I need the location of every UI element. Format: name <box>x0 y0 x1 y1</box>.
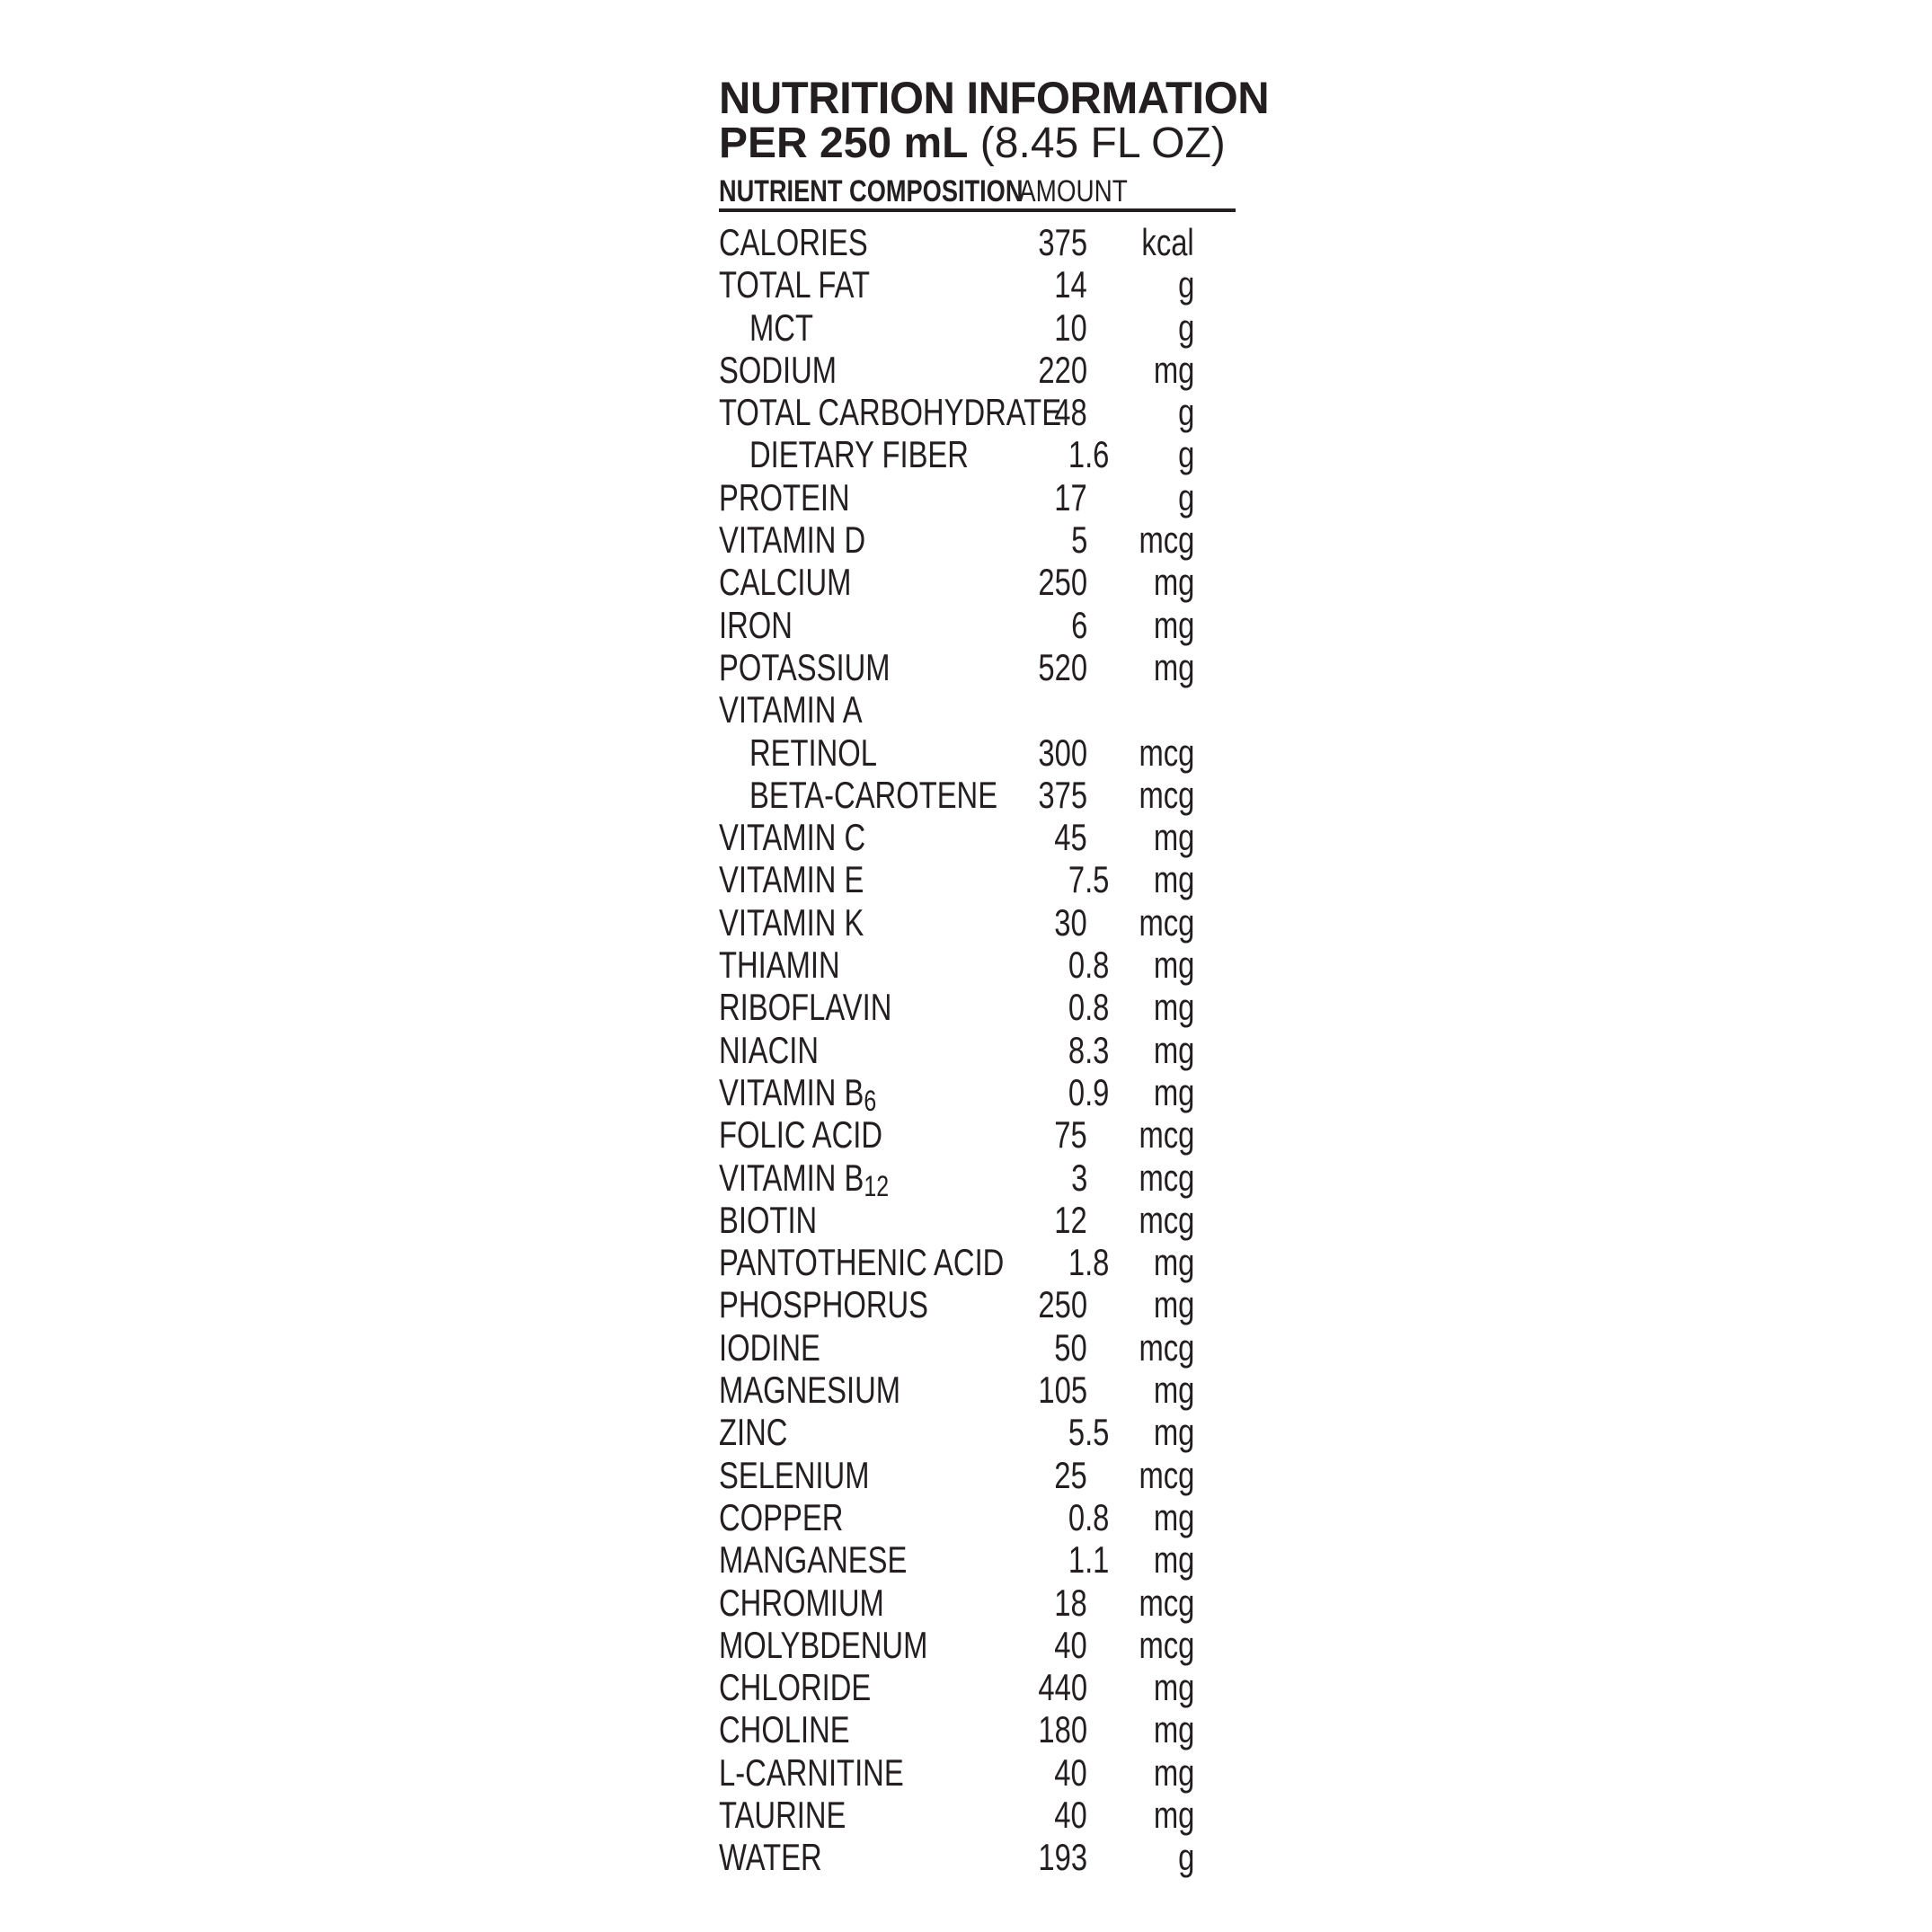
nutrient-name <box>719 1326 820 1369</box>
nutrient-row <box>719 476 1236 518</box>
nutrient-unit: g <box>1177 475 1194 518</box>
nutrient-amount: 105 <box>1038 1369 1087 1412</box>
nutrient-name <box>719 1369 900 1411</box>
nutrient-amount: 0.8 <box>1068 1495 1109 1538</box>
nutrient-unit: g <box>1177 1836 1194 1879</box>
nutrient-amount: 250 <box>1038 1283 1087 1326</box>
nutrient-row <box>719 306 1236 349</box>
nutrient-amount: 5 <box>1070 518 1087 562</box>
nutrient-column-header: NUTRIENT COMPOSITION <box>719 174 1024 208</box>
nutrient-name-text: VITAMIN B <box>719 1070 864 1113</box>
nutrient-row <box>719 1582 1236 1624</box>
nutrient-name <box>719 986 891 1028</box>
nutrient-amount: 6 <box>1070 603 1087 646</box>
nutrient-amount: 50 <box>1054 1325 1087 1369</box>
nutrient-row <box>719 1624 1236 1666</box>
nutrient-amount: 8.3 <box>1068 1028 1109 1071</box>
nutrient-name-text: PANTOTHENIC ACID <box>719 1241 1005 1284</box>
nutrient-unit: mg <box>1153 1793 1194 1836</box>
nutrient-name-text: VITAMIN C <box>719 816 866 859</box>
nutrient-unit: mcg <box>1139 1581 1194 1624</box>
nutrient-name <box>719 1283 928 1325</box>
nutrient-row <box>719 986 1236 1028</box>
nutrient-row <box>719 1454 1236 1496</box>
nutrient-name-subscript: 12 <box>864 1169 890 1202</box>
nutrient-name <box>719 901 864 944</box>
nutrient-amount: 220 <box>1038 348 1087 391</box>
nutrient-name <box>719 263 870 306</box>
nutrient-row <box>719 816 1236 858</box>
nutrient-name <box>719 1029 819 1071</box>
nutrient-amount: 7.5 <box>1068 858 1109 901</box>
nutrient-amount: 375 <box>1038 221 1087 263</box>
nutrient-name-text: CALCIUM <box>719 561 852 604</box>
nutrient-name-text: PHOSPHORUS <box>719 1283 929 1326</box>
nutrient-row <box>719 349 1236 391</box>
nutrient-unit: mcg <box>1139 1156 1194 1199</box>
nutrient-row <box>719 1836 1236 1878</box>
nutrient-amount: 1.1 <box>1068 1538 1109 1582</box>
nutrient-row <box>719 221 1236 263</box>
nutrient-row <box>719 263 1236 306</box>
nutrient-unit: mg <box>1153 1495 1194 1538</box>
nutrient-name <box>719 1708 850 1750</box>
nutrient-name <box>719 349 837 391</box>
nutrient-name-text: WATER <box>719 1836 822 1879</box>
nutrient-name <box>719 1199 817 1241</box>
nutrient-unit: mg <box>1153 1708 1194 1751</box>
nutrient-amount: 300 <box>1038 731 1087 774</box>
nutrient-name-text: CALORIES <box>719 221 868 263</box>
nutrient-unit: mcg <box>1139 731 1194 774</box>
nutrient-amount: 40 <box>1054 1793 1087 1836</box>
nutrient-row <box>719 731 1236 774</box>
nutrient-name <box>719 1582 884 1624</box>
nutrient-row <box>719 1199 1236 1241</box>
nutrient-name-text: VITAMIN K <box>719 900 864 944</box>
nutrient-amount: 3 <box>1070 1156 1087 1199</box>
nutrient-name <box>719 561 851 603</box>
panel-title: NUTRITION INFORMATION <box>719 73 1270 123</box>
nutrient-unit: mg <box>1153 1070 1194 1113</box>
nutrient-row <box>719 391 1236 433</box>
nutrient-name <box>719 1241 1004 1283</box>
nutrient-name-text: TOTAL FAT <box>719 263 871 306</box>
nutrient-name-text: POTASSIUM <box>719 645 891 688</box>
nutrient-name-text: L-CARNITINE <box>719 1750 904 1794</box>
nutrient-name <box>719 646 891 688</box>
nutrient-amount: 45 <box>1054 816 1087 859</box>
nutrient-amount: 18 <box>1054 1581 1087 1624</box>
nutrient-row <box>719 1241 1236 1283</box>
nutrient-name-text: SELENIUM <box>719 1453 870 1496</box>
nutrient-row <box>719 1113 1236 1156</box>
serving-size-imperial: (8.45 FL OZ) <box>979 120 1226 167</box>
nutrient-name-text: SODIUM <box>719 348 837 391</box>
nutrient-name <box>749 731 877 774</box>
column-headers <box>719 167 1236 207</box>
nutrient-row <box>719 1794 1236 1836</box>
nutrient-name <box>749 433 969 475</box>
nutrient-name <box>719 1751 904 1794</box>
nutrient-row <box>719 1070 1236 1117</box>
nutrient-unit: mg <box>1153 1750 1194 1794</box>
nutrient-name-text: THIAMIN <box>719 944 840 987</box>
nutrient-name <box>719 944 840 986</box>
nutrient-unit: mcg <box>1139 518 1194 562</box>
nutrient-row <box>719 1496 1236 1538</box>
nutrient-amount: 1.6 <box>1068 433 1109 476</box>
nutrient-unit: mg <box>1153 561 1194 604</box>
nutrient-unit: mg <box>1153 1666 1194 1709</box>
nutrient-name-text: IODINE <box>719 1325 820 1369</box>
nutrient-name-text: VITAMIN A <box>719 688 863 731</box>
nutrient-name-text: IRON <box>719 603 793 646</box>
nutrient-name <box>719 858 864 900</box>
nutrient-unit: mg <box>1153 1369 1194 1412</box>
nutrient-unit: g <box>1177 306 1194 349</box>
nutrient-name-text: FOLIC ACID <box>719 1113 883 1157</box>
nutrient-unit: mcg <box>1139 1325 1194 1369</box>
nutrient-amount: 0.9 <box>1068 1070 1109 1113</box>
nutrient-amount: 0.8 <box>1068 944 1109 987</box>
nutrient-amount: 440 <box>1038 1666 1087 1709</box>
nutrient-row <box>719 688 1236 731</box>
nutrient-row <box>719 1156 1236 1202</box>
nutrient-name <box>719 1411 787 1453</box>
nutrient-name <box>749 306 813 349</box>
nutrient-name-text: VITAMIN D <box>719 518 866 562</box>
nutrient-name-text: NIACIN <box>719 1028 820 1071</box>
nutrient-amount: 193 <box>1038 1836 1087 1879</box>
nutrient-unit: g <box>1177 263 1194 306</box>
nutrient-name-text: BIOTIN <box>719 1198 818 1241</box>
nutrient-name <box>719 518 865 561</box>
nutrient-row <box>719 1751 1236 1794</box>
nutrient-amount: 25 <box>1054 1453 1087 1496</box>
nutrient-name <box>719 1666 871 1708</box>
amount-column-header: AMOUNT <box>1019 174 1128 208</box>
nutrient-unit: mg <box>1153 348 1194 391</box>
nutrient-name <box>749 774 997 816</box>
nutrient-row <box>719 858 1236 900</box>
nutrient-name-text: CHROMIUM <box>719 1581 884 1624</box>
nutrient-name <box>719 1794 846 1836</box>
nutrient-row <box>719 1411 1236 1453</box>
nutrient-amount: 5.5 <box>1068 1411 1109 1454</box>
nutrient-row <box>719 1666 1236 1708</box>
nutrient-name <box>719 1113 882 1156</box>
nutrient-amount: 40 <box>1054 1623 1087 1666</box>
nutrient-unit: g <box>1177 433 1194 476</box>
nutrient-name-text: VITAMIN E <box>719 858 864 901</box>
nutrient-amount: 75 <box>1054 1113 1087 1157</box>
nutrient-row <box>719 1369 1236 1411</box>
nutrition-panel <box>719 73 1270 1879</box>
nutrient-amount: 30 <box>1054 900 1087 944</box>
nutrient-name-text: RETINOL <box>749 731 877 774</box>
nutrient-name <box>719 1538 907 1581</box>
nutrient-unit: mg <box>1153 1028 1194 1071</box>
nutrient-name-text: ZINC <box>719 1411 788 1454</box>
header-divider <box>719 208 1236 212</box>
nutrient-unit: mg <box>1153 944 1194 987</box>
nutrient-name-text: MANGANESE <box>719 1538 908 1582</box>
nutrient-amount: 12 <box>1054 1198 1087 1241</box>
nutrient-name <box>719 1454 869 1496</box>
nutrient-amount: 40 <box>1054 1750 1087 1794</box>
nutrient-row <box>719 1283 1236 1325</box>
nutrient-unit: mg <box>1153 1283 1194 1326</box>
nutrient-name <box>719 476 850 518</box>
nutrient-row <box>719 561 1236 603</box>
nutrient-unit: mcg <box>1139 1198 1194 1241</box>
nutrient-name-text: TAURINE <box>719 1793 846 1836</box>
nutrient-name <box>719 1836 822 1878</box>
nutrient-name-text: BETA-CAROTENE <box>749 773 998 816</box>
nutrient-amount: 250 <box>1038 561 1087 604</box>
nutrient-unit: mcg <box>1139 1453 1194 1496</box>
nutrient-name-text: CHOLINE <box>719 1708 850 1751</box>
nutrient-amount: 180 <box>1038 1708 1087 1751</box>
nutrient-amount: 0.8 <box>1068 986 1109 1029</box>
nutrient-amount: 17 <box>1054 475 1087 518</box>
nutrient-name <box>719 391 1061 433</box>
nutrient-unit: g <box>1177 391 1194 434</box>
nutrient-unit: mg <box>1153 858 1194 901</box>
nutrient-amount: 520 <box>1038 645 1087 688</box>
nutrient-row <box>719 1708 1236 1750</box>
nutrient-name-text: DIETARY FIBER <box>749 433 969 476</box>
nutrient-amount: 10 <box>1054 306 1087 349</box>
nutrient-name <box>719 221 868 263</box>
nutrient-unit: mcg <box>1139 900 1194 944</box>
nutrient-name-text: MAGNESIUM <box>719 1369 901 1412</box>
nutrient-name-text: MOLYBDENUM <box>719 1623 928 1666</box>
nutrient-name-text: CHLORIDE <box>719 1666 872 1709</box>
nutrient-row <box>719 1326 1236 1369</box>
nutrient-row <box>719 646 1236 688</box>
nutrient-unit: mcg <box>1139 1623 1194 1666</box>
nutrient-name <box>719 1624 927 1666</box>
nutrient-name-text: PROTEIN <box>719 475 850 518</box>
nutrient-name <box>719 1496 843 1538</box>
nutrient-row <box>719 774 1236 816</box>
nutrient-row <box>719 604 1236 646</box>
nutrient-unit: mg <box>1153 1241 1194 1284</box>
serving-size <box>719 120 1236 167</box>
nutrient-name-text: VITAMIN B <box>719 1156 864 1199</box>
nutrient-name <box>719 688 863 731</box>
nutrient-unit: mg <box>1153 986 1194 1029</box>
nutrient-amount: 1.8 <box>1068 1241 1109 1284</box>
nutrient-unit: kcal <box>1141 221 1194 263</box>
nutrient-row <box>719 433 1236 475</box>
serving-size-volume: PER 250 mL <box>719 120 969 167</box>
nutrient-table <box>719 221 1236 1879</box>
nutrient-name-text: TOTAL CARBOHYDRATE <box>719 391 1062 434</box>
nutrient-name <box>719 816 865 858</box>
nutrient-amount: 48 <box>1054 391 1087 434</box>
nutrient-amount: 375 <box>1038 773 1087 816</box>
nutrient-row <box>719 901 1236 944</box>
nutrient-row <box>719 518 1236 561</box>
nutrient-row <box>719 1029 1236 1071</box>
nutrient-name-text: MCT <box>749 306 813 349</box>
nutrient-name-text: RIBOFLAVIN <box>719 986 892 1029</box>
nutrient-amount: 14 <box>1054 263 1087 306</box>
nutrient-name-text: COPPER <box>719 1495 844 1538</box>
nutrient-unit: mg <box>1153 1538 1194 1582</box>
nutrient-unit: mcg <box>1139 773 1194 816</box>
nutrient-unit: mg <box>1153 603 1194 646</box>
nutrient-name-subscript: 6 <box>864 1084 877 1117</box>
nutrient-name <box>719 604 793 646</box>
nutrient-unit: mg <box>1153 1411 1194 1454</box>
nutrient-unit: mg <box>1153 816 1194 859</box>
nutrient-unit: mg <box>1153 645 1194 688</box>
nutrient-unit: mcg <box>1139 1113 1194 1157</box>
nutrient-row <box>719 1538 1236 1581</box>
nutrient-row <box>719 944 1236 986</box>
